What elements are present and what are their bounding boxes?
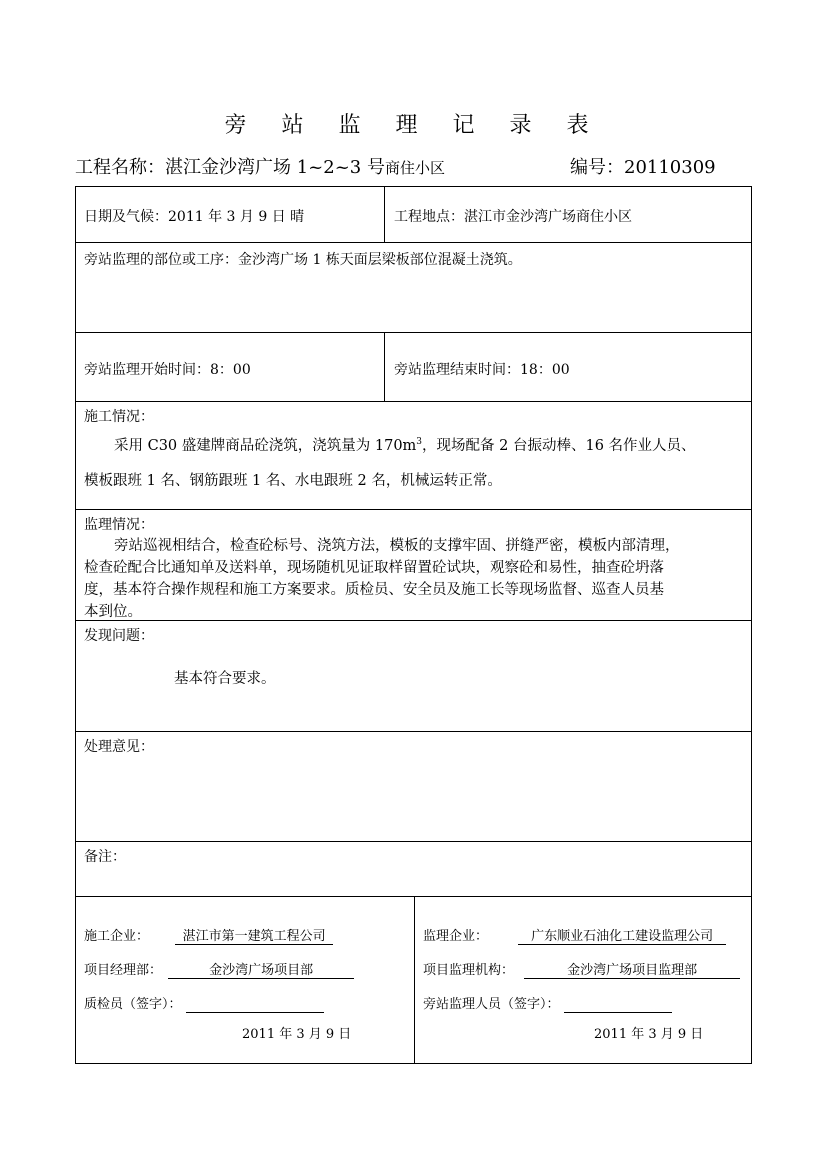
row-part: [76, 243, 751, 333]
problems-label: 发现问题：: [84, 628, 154, 644]
problems-content: 基本符合要求。: [174, 671, 276, 687]
left-date: 2011 年 3 月 9 日: [242, 1027, 352, 1042]
supervision-organization: 项目监理机构： 金沙湾广场项目监理部: [423, 959, 740, 979]
row-signatures: [76, 897, 751, 1063]
document-header: [75, 153, 755, 179]
handling-label: 处理意见：: [84, 739, 154, 755]
row-problems: [76, 621, 751, 732]
document-title: 旁 站 监 理 记 录 表: [224, 113, 603, 138]
supervision-company: 监理企业： 广东顺业石油化工建设监理公司: [423, 925, 726, 945]
supervision-label: 监理情况：: [84, 517, 154, 533]
construction-line-1: 采用 C30 盛建牌商品砼浇筑，浇筑量为 $170m^3$，现场配备 2 台振动棒、16 名作业人员、: [114, 437, 696, 454]
row-construction: [76, 402, 751, 510]
construction-company: 施工企业： 湛江市第一建筑工程公司: [84, 925, 333, 945]
row-remarks: [76, 842, 751, 897]
supervision-part: 旁站监理的部位或工序：金沙湾广场 1 栋天面层梁板部位混凝土浇筑。: [84, 252, 522, 268]
supervision-line-3: 度，基本符合操作规程和施工方案要求。质检员、安全员及施工长等现场监督、巡查人员基: [84, 582, 664, 598]
start-time: 旁站监理开始时间：8：00: [84, 362, 251, 378]
supervision-line-2: 检查砼配合比通知单及送料单，现场随机见证取样留置砼试块，观察砼和易性，抽查砼坍落: [84, 560, 664, 576]
row-supervision: [76, 510, 751, 621]
supervisor-signature: 旁站监理人员（签字）：: [423, 993, 672, 1013]
supervision-line-4: 本到位。: [84, 604, 142, 620]
inspector-signature: 质检员（签字）：: [84, 993, 324, 1013]
row-date-location: [76, 187, 751, 243]
construction-label: 施工情况：: [84, 409, 154, 425]
row-times: [76, 333, 751, 402]
record-number: 编号：20110309: [570, 157, 716, 178]
construction-line-2: 模板跟班 1 名、钢筋跟班 1 名、水电跟班 2 名，机械运转正常。: [84, 473, 502, 489]
remarks-label: 备注：: [84, 849, 126, 865]
project-manager-dept: 项目经理部： 金沙湾广场项目部: [84, 959, 354, 979]
end-time: 旁站监理结束时间：18：00: [394, 362, 570, 378]
supervision-line-1: 旁站巡视相结合，检查砼标号、浇筑方法，模板的支撑牢固、拼缝严密，模板内部清理，: [114, 538, 680, 554]
project-name: 工程名称：湛江金沙湾广场 1~2~3 号商住小区: [75, 157, 445, 178]
work-location: 工程地点：湛江市金沙湾广场商住小区: [394, 209, 632, 225]
right-date: 2011 年 3 月 9 日: [594, 1027, 704, 1042]
record-table: [75, 186, 752, 1064]
row-handling: [76, 732, 751, 842]
date-weather: 日期及气候：2011 年 3 月 9 日 晴: [84, 209, 305, 225]
